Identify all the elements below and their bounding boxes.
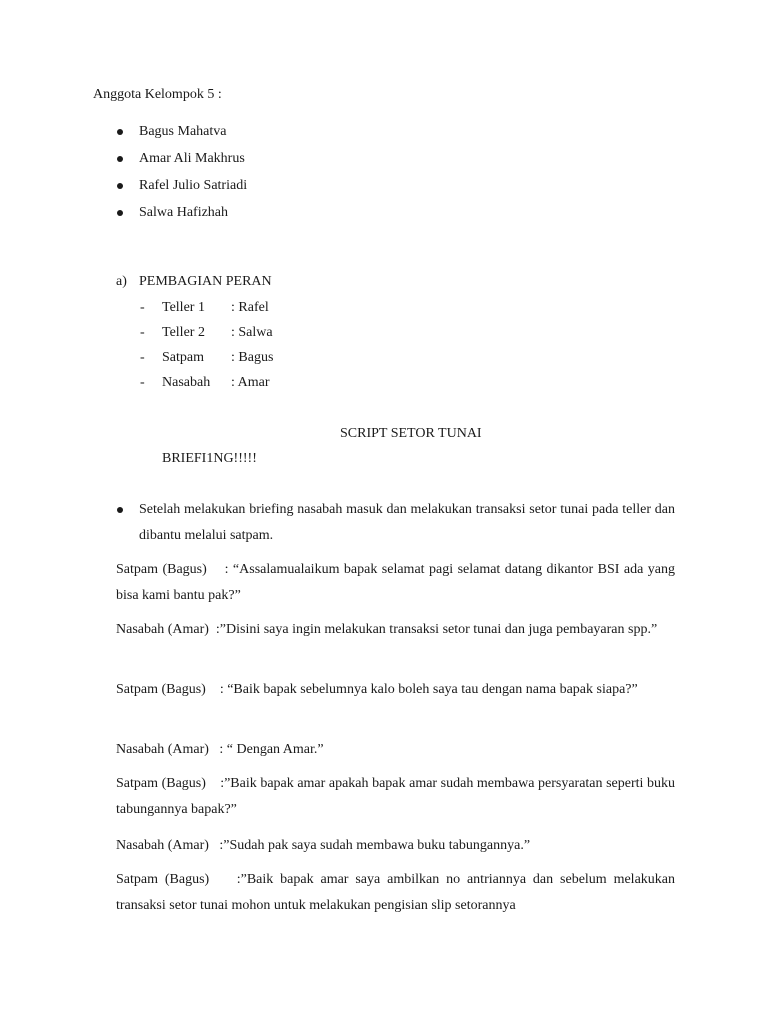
role-person: : Amar (231, 375, 270, 390)
section-marker: a) (116, 274, 127, 289)
briefing-label: BRIEFI1NG!!!!! (162, 451, 257, 466)
dialogue-line: Satpam (Bagus) : “Baik bapak sebelumnya kalo boleh saya tau dengan nama bapak siapa?” (116, 682, 638, 697)
bullet-icon (117, 183, 123, 189)
bullet-icon (117, 156, 123, 162)
dash-marker: - (140, 325, 145, 340)
dash-marker: - (140, 375, 145, 390)
role-name: Satpam (162, 350, 204, 365)
dialogue-line: Nasabah (Amar) :”Disini saya ingin melakukan transaksi setor tunai dan juga pembayaran spp.” (116, 622, 658, 637)
dash-marker: - (140, 300, 145, 315)
member-item: Bagus Mahatva (139, 124, 227, 139)
role-name: Teller 2 (162, 325, 205, 340)
bullet-icon (117, 210, 123, 216)
bullet-icon (117, 129, 123, 135)
role-person: : Salwa (231, 325, 273, 340)
dialogue-line: Satpam (Bagus) :”Baik bapak amar saya ambilkan no antriannya dan sebelum melakukan transaksi setor tunai mohon untuk melakukan pengisian slip setorannya (116, 872, 675, 913)
role-person: : Bagus (231, 350, 274, 365)
role-name: Nasabah (162, 375, 211, 390)
script-title: SCRIPT SETOR TUNAI (340, 426, 482, 441)
dialogue-line: Satpam (Bagus) :”Baik bapak amar apakah bapak amar sudah membawa persyaratan seperti buku tabungannya bapak?” (116, 776, 675, 817)
roles-title: PEMBAGIAN PERAN (139, 274, 272, 289)
dialogue-line: Nasabah (Amar) :”Sudah pak saya sudah membawa buku tabungannya.” (116, 838, 531, 853)
member-item: Rafel Julio Satriadi (139, 178, 248, 193)
role-person: : Rafel (231, 300, 269, 315)
group-heading: Anggota Kelompok 5 : (93, 87, 222, 102)
dialogue-line: Nasabah (Amar) : “ Dengan Amar.” (116, 742, 324, 757)
member-item: Salwa Hafizhah (139, 205, 229, 220)
role-name: Teller 1 (162, 300, 205, 315)
member-item: Amar Ali Makhrus (139, 151, 245, 166)
dialogue-line: Satpam (Bagus) : “Assalamualaikum bapak selamat pagi selamat datang dikantor BSI ada yang bisa kami bantu pak?” (116, 562, 675, 603)
dash-marker: - (140, 350, 145, 365)
intro-paragraph: Setelah melakukan briefing nasabah masuk dan melakukan transaksi setor tunai pada teller dan dibantu melalui satpam. (139, 502, 675, 543)
bullet-icon (117, 507, 123, 513)
